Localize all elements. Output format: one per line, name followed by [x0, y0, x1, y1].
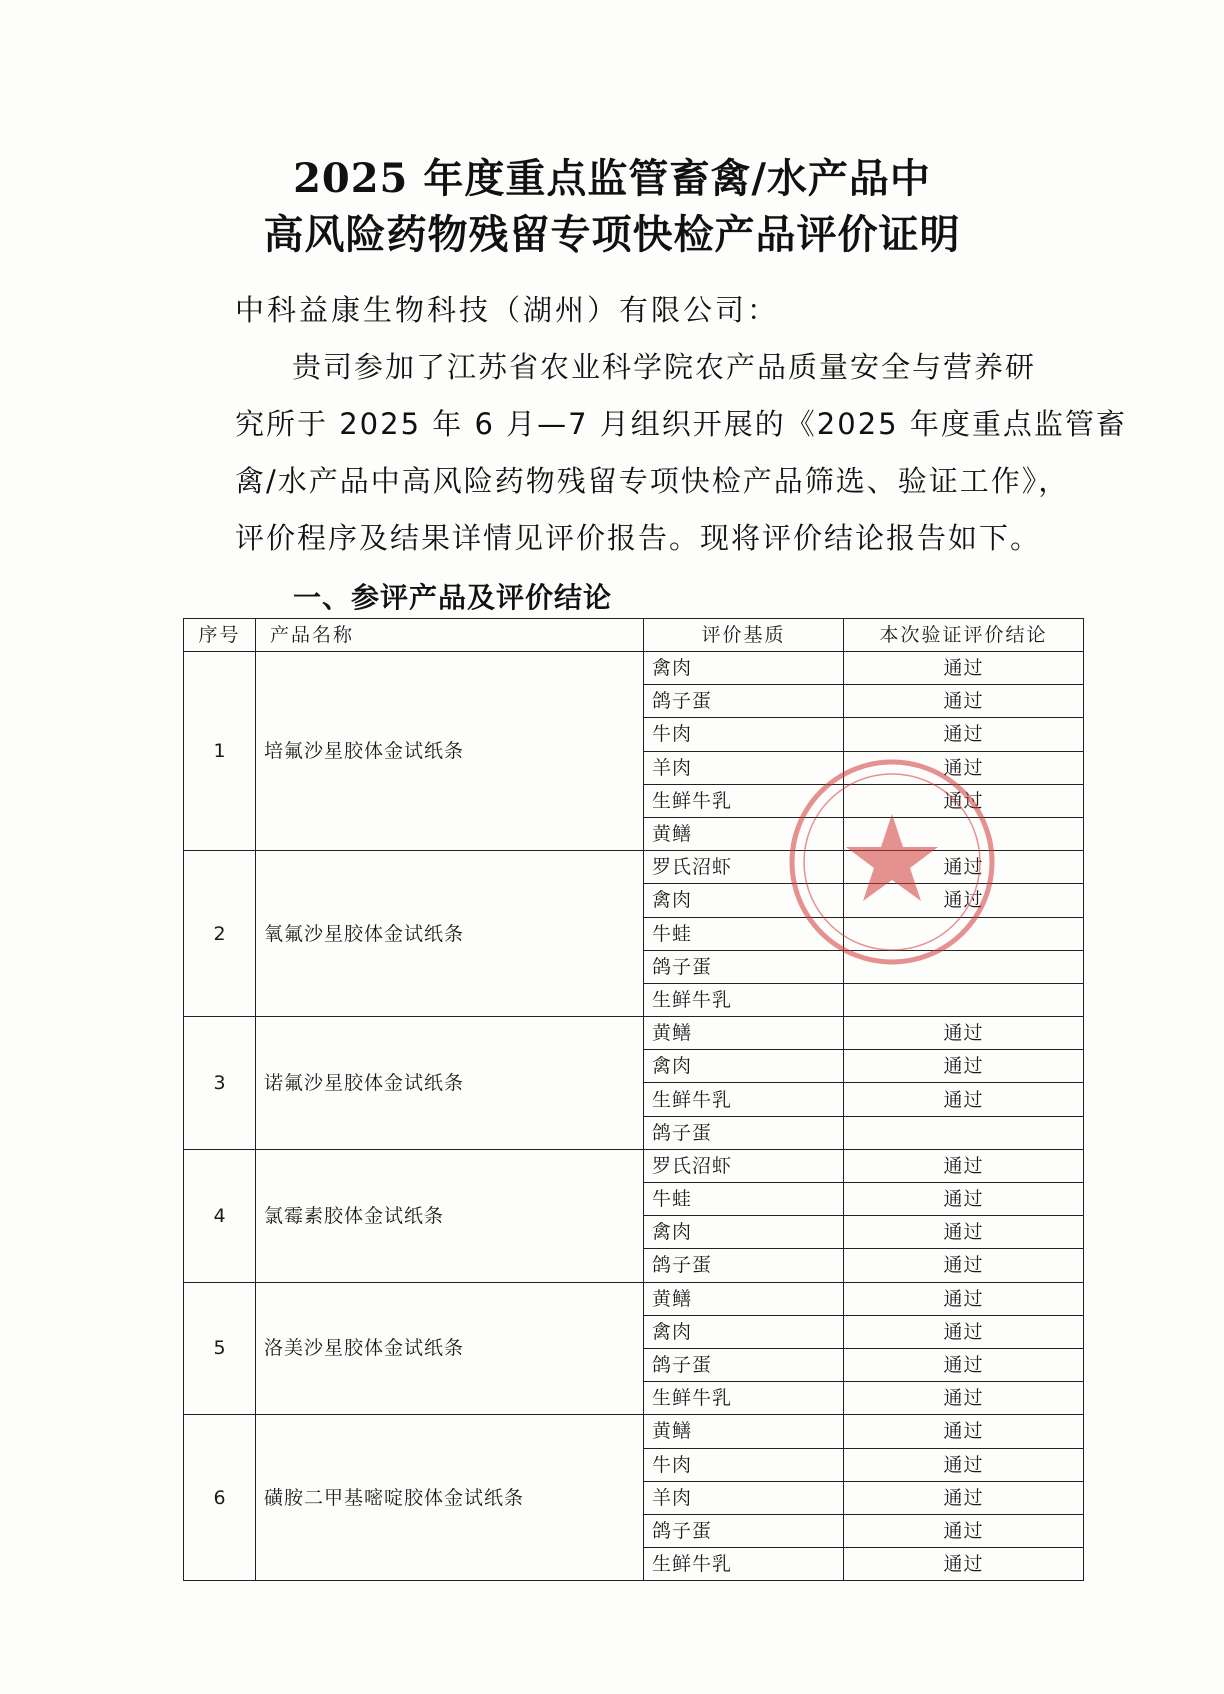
- cell-conclusion: 通过: [844, 751, 1084, 784]
- cell-matrix: 禽肉: [644, 1050, 844, 1083]
- cell-serial-number: 6: [184, 1415, 256, 1581]
- cell-serial-number: 2: [184, 851, 256, 1017]
- cell-matrix: 禽肉: [644, 1216, 844, 1249]
- addressee: 中科益康生物科技（湖州）有限公司：: [235, 293, 780, 327]
- cell-matrix: 鸽子蛋: [644, 1116, 844, 1149]
- cell-matrix: 禽肉: [644, 884, 844, 917]
- table-header-row: [184, 619, 1084, 652]
- cell-conclusion: 通过: [844, 1514, 1084, 1547]
- cell-product-name: 培氟沙星胶体金试纸条: [256, 652, 644, 851]
- cell-matrix: 黄鳝: [644, 1017, 844, 1050]
- cell-matrix: 黄鳝: [644, 1415, 844, 1448]
- cell-matrix: 生鲜牛乳: [644, 1382, 844, 1415]
- cell-matrix: 鸽子蛋: [644, 685, 844, 718]
- cell-conclusion: [844, 817, 1084, 850]
- cell-matrix: 生鲜牛乳: [644, 784, 844, 817]
- cell-matrix: 罗氏沼虾: [644, 1149, 844, 1182]
- cell-conclusion: 通过: [844, 1282, 1084, 1315]
- cell-conclusion: 通过: [844, 1050, 1084, 1083]
- table-row: [184, 1415, 1084, 1448]
- cell-matrix: 罗氏沼虾: [644, 851, 844, 884]
- body-line-4: 评价程序及结果详情见评价报告。现将评价结论报告如下。: [235, 521, 1042, 555]
- cell-conclusion: 通过: [844, 1017, 1084, 1050]
- cell-conclusion: 通过: [844, 784, 1084, 817]
- table-row: [184, 1017, 1084, 1050]
- document-title-line-1: 2025 年度重点监管畜禽/水产品中: [293, 155, 931, 202]
- table-row: [184, 652, 1084, 685]
- table-row: [184, 851, 1084, 884]
- cell-conclusion: [844, 1116, 1084, 1149]
- cell-conclusion: 通过: [844, 1216, 1084, 1249]
- cell-matrix: 鸽子蛋: [644, 1514, 844, 1547]
- cell-conclusion: 通过: [844, 884, 1084, 917]
- header-conclusion: 本次验证评价结论: [844, 619, 1084, 652]
- cell-conclusion: 通过: [844, 1149, 1084, 1182]
- cell-matrix: 羊肉: [644, 1481, 844, 1514]
- cell-matrix: 禽肉: [644, 1315, 844, 1348]
- table-row: [184, 1282, 1084, 1315]
- cell-conclusion: 通过: [844, 1183, 1084, 1216]
- results-table-body: [184, 652, 1084, 1581]
- cell-serial-number: 3: [184, 1017, 256, 1150]
- cell-conclusion: [844, 983, 1084, 1016]
- cell-matrix: 鸽子蛋: [644, 1249, 844, 1282]
- header-no: 序号: [184, 619, 256, 652]
- cell-conclusion: [844, 950, 1084, 983]
- cell-conclusion: 通过: [844, 685, 1084, 718]
- cell-conclusion: 通过: [844, 652, 1084, 685]
- section-heading: 一、参评产品及评价结论: [293, 581, 613, 614]
- cell-conclusion: 通过: [844, 1315, 1084, 1348]
- cell-conclusion: 通过: [844, 1348, 1084, 1381]
- header-product-name: 产品名称: [256, 619, 644, 652]
- cell-conclusion: 通过: [844, 1448, 1084, 1481]
- cell-matrix: 牛肉: [644, 718, 844, 751]
- cell-serial-number: 4: [184, 1149, 256, 1282]
- header-matrix: 评价基质: [644, 619, 844, 652]
- cell-product-name: 氯霉素胶体金试纸条: [256, 1149, 644, 1282]
- cell-conclusion: 通过: [844, 1382, 1084, 1415]
- cell-matrix: 鸽子蛋: [644, 1348, 844, 1381]
- cell-serial-number: 1: [184, 652, 256, 851]
- cell-matrix: 牛蛙: [644, 917, 844, 950]
- cell-matrix: 羊肉: [644, 751, 844, 784]
- cell-matrix: 黄鳝: [644, 1282, 844, 1315]
- cell-product-name: 洛美沙星胶体金试纸条: [256, 1282, 644, 1415]
- body-line-3: 禽/水产品中高风险药物残留专项快检产品筛选、验证工作》，: [235, 464, 1070, 498]
- cell-conclusion: 通过: [844, 1548, 1084, 1581]
- cell-conclusion: [844, 917, 1084, 950]
- cell-matrix: 禽肉: [644, 652, 844, 685]
- cell-product-name: 磺胺二甲基嘧啶胶体金试纸条: [256, 1415, 644, 1581]
- cell-product-name: 诺氟沙星胶体金试纸条: [256, 1017, 644, 1150]
- cell-product-name: 氧氟沙星胶体金试纸条: [256, 851, 644, 1017]
- cell-serial-number: 5: [184, 1282, 256, 1415]
- cell-matrix: 鸽子蛋: [644, 950, 844, 983]
- cell-matrix: 生鲜牛乳: [644, 1083, 844, 1116]
- cell-conclusion: 通过: [844, 1415, 1084, 1448]
- cell-conclusion: 通过: [844, 1481, 1084, 1514]
- document-title-line-2: 高风险药物残留专项快检产品评价证明: [263, 211, 961, 258]
- cell-matrix: 黄鳝: [644, 817, 844, 850]
- cell-conclusion: 通过: [844, 1249, 1084, 1282]
- cell-conclusion: 通过: [844, 718, 1084, 751]
- cell-matrix: 牛肉: [644, 1448, 844, 1481]
- results-table: [183, 618, 1084, 1581]
- cell-matrix: 生鲜牛乳: [644, 983, 844, 1016]
- cell-matrix: 牛蛙: [644, 1183, 844, 1216]
- body-line-2: 究所于 2025 年 6 月—7 月组织开展的《2025 年度重点监管畜: [235, 407, 1127, 441]
- cell-conclusion: 通过: [844, 1083, 1084, 1116]
- cell-matrix: 生鲜牛乳: [644, 1548, 844, 1581]
- body-line-1: 贵司参加了江苏省农业科学院农产品质量安全与营养研: [292, 350, 1037, 384]
- cell-conclusion: 通过: [844, 851, 1084, 884]
- table-row: [184, 1149, 1084, 1182]
